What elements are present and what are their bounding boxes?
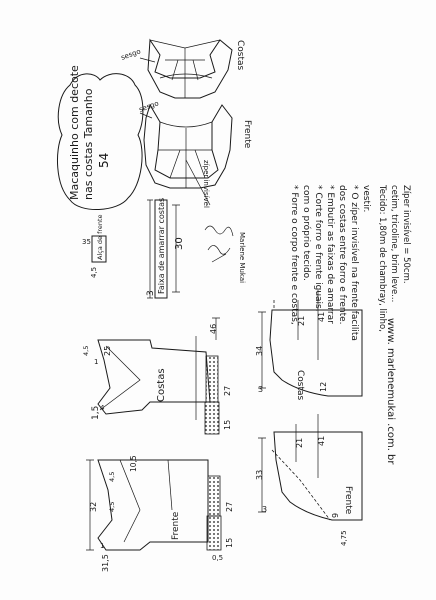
instruction-line-7: vestir. bbox=[361, 185, 371, 213]
shorts-front-piece bbox=[86, 455, 234, 572]
sketch-front bbox=[138, 99, 252, 208]
svg-text:15: 15 bbox=[223, 419, 232, 430]
title-line-2: nas costas Tamanho bbox=[82, 88, 95, 200]
svg-text:32: 32 bbox=[89, 501, 98, 512]
sketch-seam-bottom: sesgo bbox=[137, 99, 160, 114]
title-line-1: Macaquinho com decote bbox=[68, 65, 81, 200]
title-cloud bbox=[57, 65, 142, 210]
svg-text:21: 21 bbox=[295, 437, 304, 448]
instruction-line-4: * Embutir as faixas de amarrar bbox=[325, 185, 335, 324]
svg-text:27: 27 bbox=[223, 385, 232, 396]
svg-text:0,5: 0,5 bbox=[212, 554, 224, 562]
svg-text:12: 12 bbox=[319, 381, 328, 392]
title-line-3: 54 bbox=[97, 152, 111, 168]
svg-text:4,5: 4,5 bbox=[90, 266, 98, 278]
svg-text:1,5: 1,5 bbox=[91, 405, 101, 420]
instruction-line-10: Zíper invisível = 50cm. bbox=[401, 185, 411, 284]
tie-strip-length: 30 bbox=[174, 237, 185, 250]
svg-text:27: 27 bbox=[225, 501, 234, 512]
instruction-line-8: Tecido: 1,80m de chambray, linho, bbox=[377, 185, 387, 332]
instruction-line-3: * Corte forro e frente iguais. bbox=[313, 185, 323, 312]
zip-label: zíper invisível bbox=[202, 160, 210, 208]
tie-strip-label: Faixa de amarrar costas bbox=[157, 197, 166, 294]
svg-text:9: 9 bbox=[331, 512, 340, 518]
svg-text:1: 1 bbox=[94, 358, 99, 366]
svg-text:4: 4 bbox=[100, 404, 105, 412]
svg-text:3: 3 bbox=[146, 290, 156, 296]
svg-text:35: 35 bbox=[82, 238, 91, 246]
svg-text:41: 41 bbox=[317, 311, 326, 322]
instruction-line-6: * O zíper invisível na frente facilita bbox=[349, 185, 359, 341]
svg-text:1: 1 bbox=[100, 542, 105, 550]
shorts-back-label: Costas bbox=[156, 368, 167, 402]
svg-text:10,5: 10,5 bbox=[129, 455, 138, 472]
svg-text:3: 3 bbox=[262, 505, 268, 514]
website-text: www. marlenemukai .com. br bbox=[385, 318, 396, 465]
signature bbox=[205, 226, 246, 283]
shorts-back-piece bbox=[82, 318, 232, 434]
bodice-front-piece bbox=[255, 414, 362, 546]
instruction-line-5: dos costas entre forro e frente. bbox=[337, 185, 347, 325]
svg-text:33: 33 bbox=[255, 469, 264, 480]
svg-text:Marlene Mukai: Marlene Mukai bbox=[238, 232, 246, 284]
bodice-back-label: Costas bbox=[295, 370, 305, 401]
svg-text:41: 41 bbox=[317, 435, 326, 446]
svg-text:46: 46 bbox=[209, 323, 218, 334]
instruction-line-9: cetim, tricoline, brim leve... bbox=[389, 185, 399, 303]
bodice-front-label: Frente bbox=[343, 486, 353, 515]
svg-text:4,5: 4,5 bbox=[82, 345, 90, 356]
svg-text:4,75: 4,75 bbox=[340, 530, 348, 546]
svg-text:21: 21 bbox=[297, 315, 306, 326]
small-strap-piece bbox=[82, 214, 106, 278]
svg-text:4,5: 4,5 bbox=[108, 501, 116, 512]
svg-text:15: 15 bbox=[225, 537, 234, 548]
svg-text:25: 25 bbox=[103, 345, 112, 356]
tie-strip-piece bbox=[146, 198, 185, 298]
instruction-line-2: com o próprio tecido. bbox=[301, 185, 311, 281]
sketch-front-label: Frente bbox=[242, 120, 252, 149]
svg-text:3: 3 bbox=[258, 385, 264, 394]
shorts-front-label: Frente bbox=[171, 511, 181, 540]
svg-text:34: 34 bbox=[255, 345, 264, 356]
svg-text:Alça de frente: Alça de frente bbox=[96, 214, 104, 260]
sketch-back-label: Costas bbox=[235, 40, 245, 71]
svg-text:31,5: 31,5 bbox=[101, 554, 110, 572]
svg-text:4,5: 4,5 bbox=[108, 471, 116, 482]
instruction-line-1: * Forre o corpo frente e costas, bbox=[289, 185, 299, 325]
sketch-seam-top: sesgo bbox=[119, 47, 142, 62]
